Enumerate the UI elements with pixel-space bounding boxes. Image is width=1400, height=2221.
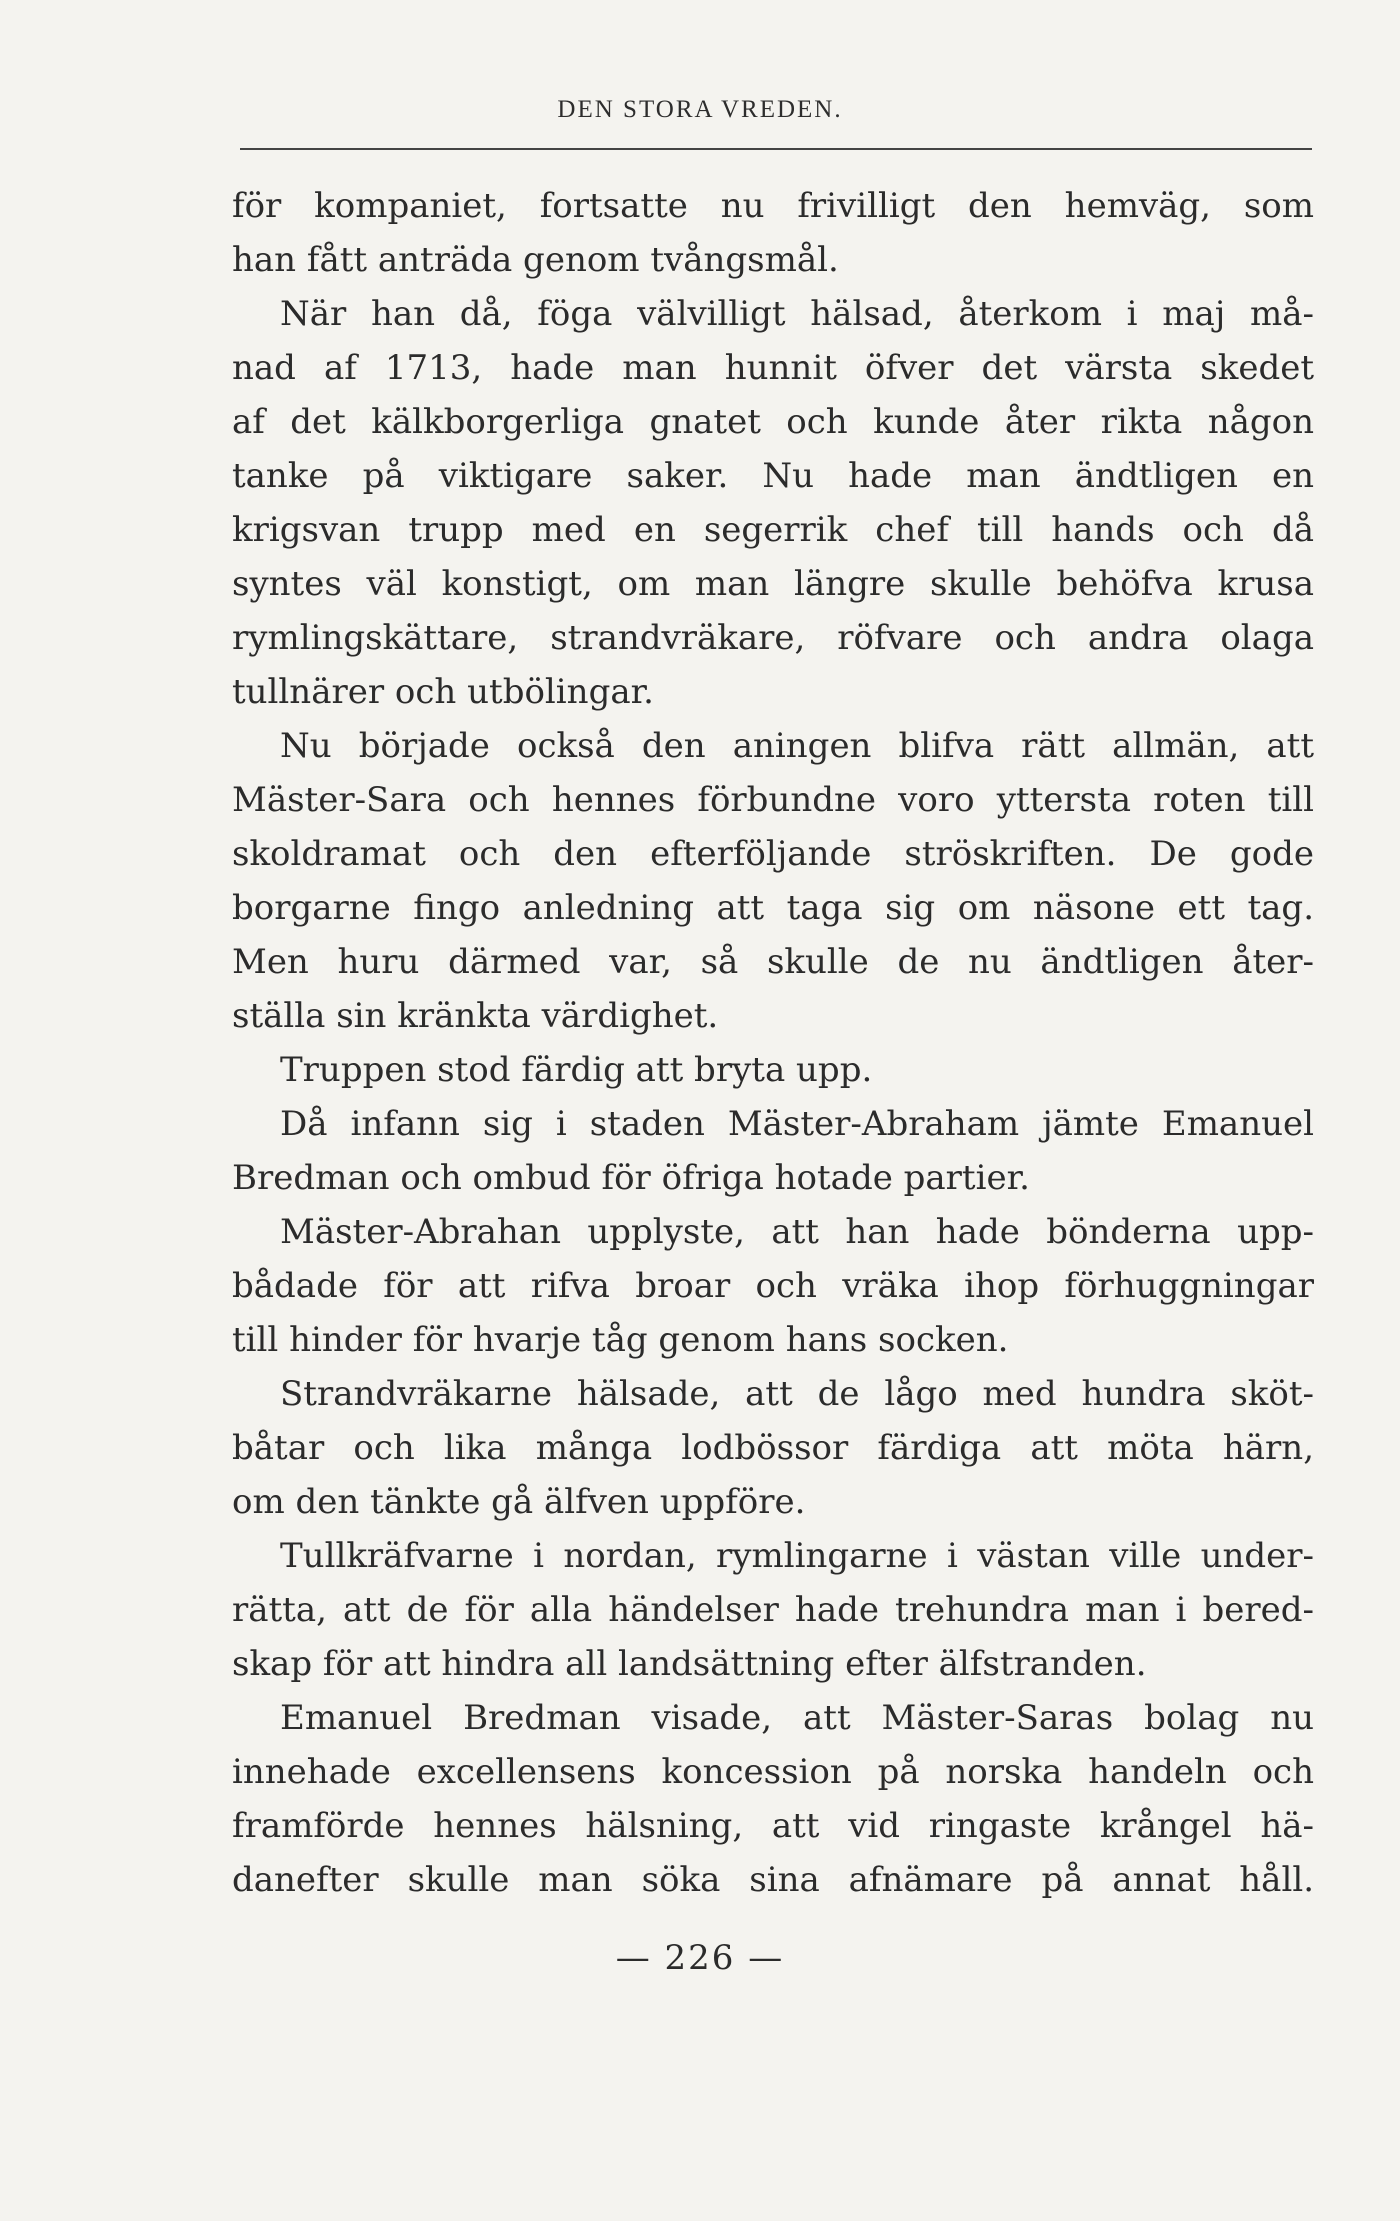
text-line: syntes väl konstigt, om man längre skulle behöfva krusa [232, 564, 1314, 604]
text-line: han fått anträda genom tvångsmål. [232, 240, 839, 280]
text-line: Bredman och ombud för öfriga hotade partier. [232, 1158, 1030, 1198]
header-rule [240, 148, 1312, 150]
page-number: — 226 — [615, 1938, 785, 1978]
text-line: Strandvräkarne hälsade, att de lågo med hundra sköt- [280, 1374, 1314, 1414]
text-line: Truppen stod färdig att bryta upp. [280, 1050, 873, 1090]
text-line: af det kälkborgerliga gnatet och kunde åter rikta någon [232, 402, 1314, 442]
text-line: När han då, föga välvilligt hälsad, återkom i maj må- [280, 294, 1314, 334]
text-line: nad af 1713, hade man hunnit öfver det värsta skedet [232, 348, 1314, 388]
text-line: båtar och lika många lodbössor färdiga att möta härn, [232, 1428, 1314, 1468]
text-line: bådade för att rifva broar och vräka ihop förhuggningar [232, 1266, 1314, 1306]
text-line: Nu började också den aningen blifva rätt allmän, att [280, 726, 1314, 766]
text-line: skap för att hindra all landsättning efter älfstranden. [232, 1644, 1147, 1684]
text-line: framförde hennes hälsning, att vid ringaste krångel hä- [232, 1806, 1314, 1846]
text-line: ställa sin kränkta värdighet. [232, 996, 719, 1036]
text-line: om den tänkte gå älfven uppföre. [232, 1482, 806, 1522]
text-line: rätta, att de för alla händelser hade trehundra man i bered- [232, 1590, 1314, 1630]
text-line: Mäster-Sara och hennes förbundne voro yttersta roten till [232, 780, 1314, 820]
text-line: Tullkräfvarne i nordan, rymlingarne i västan ville under- [280, 1536, 1314, 1576]
text-line: för kompaniet, fortsatte nu frivilligt den hemväg, som [232, 186, 1314, 226]
text-line: innehade excellensens koncession på norska handeln och [232, 1752, 1314, 1792]
text-line: Mäster-Abrahan upplyste, att han hade bönderna upp- [280, 1212, 1314, 1252]
text-line: skoldramat och den efterföljande ströskriften. De gode [232, 834, 1314, 874]
text-line: borgarne fingo anledning att taga sig om näsone ett tag. [232, 888, 1314, 928]
text-line: rymlingskättare, strandvräkare, röfvare och andra olaga [232, 618, 1314, 658]
text-line: Då infann sig i staden Mäster-Abraham jämte Emanuel [280, 1104, 1314, 1144]
body-text [232, 179, 1314, 1907]
text-line: till hinder för hvarje tåg genom hans socken. [232, 1320, 1009, 1360]
running-head: DEN STORA VREDEN. [557, 96, 843, 123]
text-line: tullnärer och utbölingar. [232, 672, 654, 712]
text-line: Emanuel Bredman visade, att Mäster-Saras bolag nu [280, 1698, 1314, 1738]
text-line: Men huru därmed var, så skulle de nu ändtligen åter- [232, 942, 1314, 982]
text-line: krigsvan trupp med en segerrik chef till hands och då [232, 510, 1314, 550]
text-line: danefter skulle man söka sina afnämare på annat håll. [232, 1860, 1314, 1900]
text-line: tanke på viktigare saker. Nu hade man ändtligen en [232, 456, 1314, 496]
